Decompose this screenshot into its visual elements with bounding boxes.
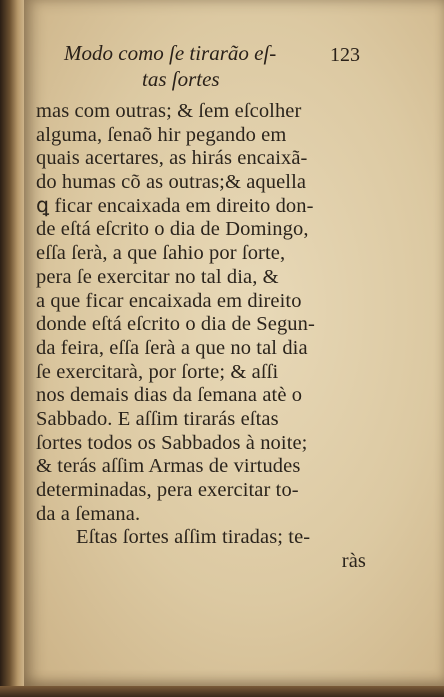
- running-header: [64, 40, 374, 92]
- page-bottom-edge: [0, 686, 444, 697]
- text-line: eſſa ſerà, a que ſahio por ſorte,: [36, 242, 286, 265]
- binding-edge: [0, 0, 24, 697]
- text-line: Sabbado. E aſſim tirarás eſtas: [36, 407, 279, 430]
- header-title-line-2: tas ſortes: [142, 67, 220, 91]
- header-title-line-1: Modo como ſe tirarão eſ-: [64, 41, 277, 65]
- text-line: de eſtá eſcrito o dia de Domingo,: [36, 218, 309, 241]
- text-line: mas com outras; & ſem eſcolher: [36, 100, 302, 122]
- text-line: nos demais dias da ſemana atè o: [36, 384, 303, 407]
- text-line: determinadas, pera exercitar to-: [36, 479, 299, 501]
- page-number: 123: [330, 44, 360, 66]
- text-line: a que ficar encaixada em direito: [36, 289, 302, 312]
- text-line: da feira, eſſa ſerà a que no tal dia: [36, 336, 308, 359]
- text-line: quais acertares, as hirás encaixã-: [36, 147, 308, 170]
- text-line: ſe exercitarà, por ſorte; & aſſi: [36, 360, 279, 383]
- text-line: ꝗ ficar encaixada em direito don-: [36, 194, 314, 217]
- text-line: da a ſemana.: [36, 502, 141, 525]
- text-line: pera ſe exercitar no tal dia, &: [36, 265, 279, 288]
- catchword: ràs: [341, 550, 366, 573]
- text-line: ſortes todos os Sabbados à noite;: [36, 431, 308, 454]
- paragraph-first-line: Eſtas ſortes aſſim tiradas; te-: [76, 526, 311, 549]
- text-line: donde eſtá eſcrito o dia de Segun-: [36, 313, 315, 336]
- text-line: do humas cõ as outras;& aquella: [36, 171, 307, 194]
- text-line: alguma, ſenaõ hir pegando em: [36, 123, 287, 146]
- body-text: [36, 100, 366, 574]
- text-line: & terás aſſim Armas de virtudes: [36, 455, 301, 478]
